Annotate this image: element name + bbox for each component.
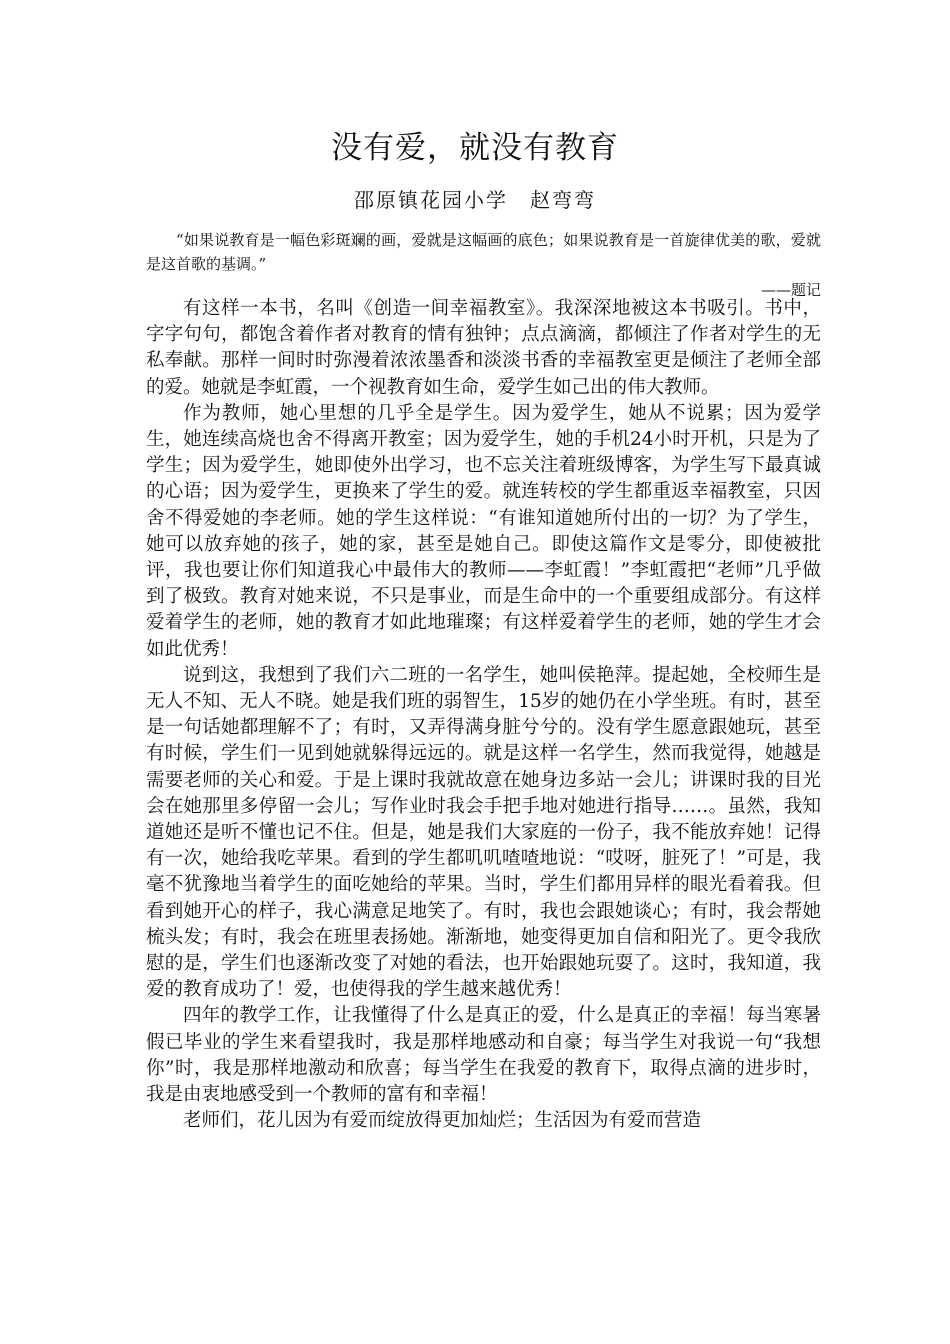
document-title: 没有爱，就没有教育 [331,130,619,166]
epigraph-signature: ——题记 [760,281,821,299]
paragraph-5: 老师们，花儿因为有爱而绽放得更加灿烂；生活因为有爱而营造 [183,1110,702,1132]
author-line: 邵原镇花园小学 赵弯弯 [354,188,596,212]
paragraph-1: 有这样一本书，名叫《创造一间幸福教室》。我深深地被这本书吸引。书中，字字句句，都饱含着作者对教育的情有独钟；点点滴滴，都倾注了作者对学生的无私奉献。那样一间时时弥漫着浓浓墨香和淡淡书香的幸福教室更是倾注了老师全部的爱。她就是李虹霞，一个视教育如生命，爱学生如己出的伟大教师。 [146,298,821,398]
epigraph [146,228,821,302]
paragraph-4: 四年的教学工作，让我懂得了什么是真正的爱，什么是真正的幸福！每当寒暑假已毕业的学生来看望我时，我是那样地感动和自豪；每当学生对我说一句“我想你”时，我是那样地激动和欣喜；每当学生在我爱的教育下，取得点滴的进步时，我是由衷地感受到一个教师的富有和幸福！ [146,1005,821,1106]
paragraph-3: 说到这，我想到了我们六二班的一名学生，她叫侯艳萍。提起她，全校师生是无人不知、无人不晓。她是我们班的弱智生，15岁的她仍在小学坐班。有时，甚至是一句话她都理解不了；有时，又弄得满身脏兮兮的。没有学生愿意跟她玩，甚至有时候，学生们一见到她就躲得远远的。就是这样一名学生，然而我觉得，她越是需要老师的关心和爱。于是上课时我就故意在她身边多站一会儿；讲课时我的目光会在她那里多停留一会儿；写作业时我会手把手地对她进行指导……。虽然，我知道她还是听不懂也记不住。但是，她是我们大家庭的一份子，我不能放弃她！记得有一次，她给我吃苹果。看到的学生都叽叽喳喳地说：“哎呀，脏死了！”可是，我毫不犹豫地当着学生的面吃她给的苹果。当时，学生们都用异样的眼光看着我。但看到她开心的样子，我心满意足地笑了。有时，我也会跟她谈心；有时，我会帮她梳头发；有时，我会在班里表扬她。渐渐地，她变得更加自信和阳光了。更令我欣慰的是，学生们也逐渐改变了对她的看法，也开始跟她玩耍了。这时，我知道，我爱的教育成功了！爱，也使得我的学生越来越优秀！ [146,664,821,1001]
article-body [146,296,821,1135]
epigraph-text: “如果说教育是一幅色彩斑斓的画，爱就是这幅画的底色；如果说教育是一首旋律优美的歌，爱就是这首歌的基调。” [146,231,821,273]
paragraph-2: 作为教师，她心里想的几乎全是学生。因为爱学生，她从不说累；因为爱学生，她连续高烧也舍不得离开教室；因为爱学生，她的手机24小时开机，只是为了学生；因为爱学生，她即使外出学习，也不忘关注着班级博客，为学生写下最真诚的心语；因为爱学生，更换来了学生的爱。就连转校的学生都重返幸福教室，只因舍不得爱她的李老师。她的学生这样说：“有谁知道她所付出的一切？为了学生，她可以放弃她的孩子，她的家，甚至是她自己。即使这篇作文是零分，即使被批评，我也要让你们知道我心中最伟大的教师——李虹霞！”李虹霞把“老师”几乎做到了极致。教育对她来说，不只是事业，而是生命中的一个重要组成部分。有这样爱着学生的老师，她的教育才如此地璀璨；有这样爱着学生的老师，她的学生才会如此优秀！ [146,402,821,660]
